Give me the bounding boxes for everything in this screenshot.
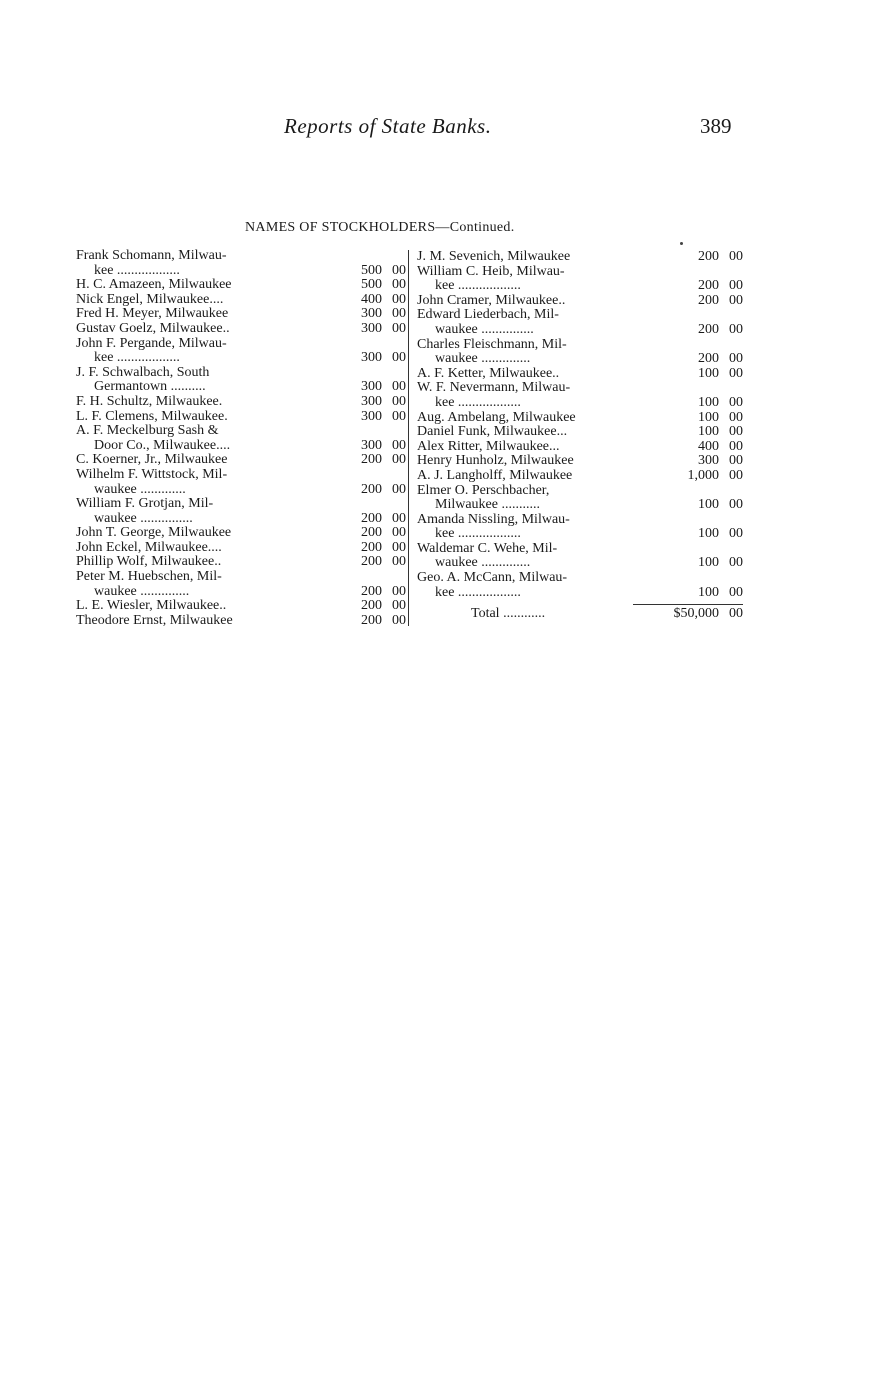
stockholder-row (76, 526, 406, 541)
share-amount (298, 264, 406, 279)
amount-dollars: 200 (361, 525, 382, 541)
stockholder-name: Waldemar C. Wehe, Mil- (417, 541, 558, 556)
stockholder-row (76, 410, 406, 425)
stockholder-name: W. F. Nevermann, Milwau- (417, 381, 571, 396)
stockholder-row (417, 323, 743, 338)
stockholder-name: Frank Schomann, Milwau- (76, 249, 227, 263)
amount-cents: 00 (729, 453, 743, 469)
share-amount (298, 541, 406, 556)
amount-cents: 00 (392, 393, 406, 409)
amount-cents: 00 (392, 306, 406, 322)
share-amount (637, 484, 743, 499)
stockholder-row (417, 294, 743, 309)
amount-dollars: 200 (361, 583, 382, 599)
share-amount (637, 513, 743, 528)
stockholder-row (417, 411, 743, 426)
amount-dollars: 500 (361, 277, 382, 293)
stockholders-left-column (76, 249, 406, 628)
stockholder-name: Peter M. Huebschen, Mil- (76, 570, 222, 585)
stockholder-name: Henry Hunholz, Milwaukee (417, 454, 574, 469)
total-rule (633, 604, 743, 605)
amount-dollars: 100 (698, 394, 719, 410)
share-amount (298, 249, 406, 264)
share-amount (298, 307, 406, 322)
amount-dollars: 200 (698, 321, 719, 337)
stockholder-row (417, 367, 743, 382)
amount-cents: 00 (729, 438, 743, 454)
stockholder-name: L. E. Wiesler, Milwaukee.. (76, 599, 227, 614)
stockholder-name: Door Co., Milwaukee.... (94, 438, 231, 453)
stockholder-row (76, 424, 406, 439)
stockholder-name: kee .................. (435, 585, 521, 600)
share-amount (637, 527, 743, 542)
stockholder-name: C. Koerner, Jr., Milwaukee (76, 453, 228, 468)
share-amount (298, 453, 406, 468)
share-amount (637, 556, 743, 571)
stockholder-row (76, 512, 406, 527)
amount-cents: 00 (729, 555, 743, 571)
share-amount (637, 323, 743, 338)
share-amount (637, 469, 743, 484)
stockholder-name: John F. Pergande, Milwau- (76, 336, 227, 351)
print-speck (680, 242, 683, 245)
stockholder-name: Germantown .......... (94, 380, 206, 395)
amount-dollars: 300 (361, 379, 382, 395)
total-label: Total ............ (471, 607, 546, 622)
stockholder-row (417, 250, 743, 265)
stockholder-row (417, 352, 743, 367)
stockholder-name: J. M. Sevenich, Milwaukee (417, 250, 571, 264)
stockholder-row (417, 425, 743, 440)
share-amount (637, 308, 743, 323)
share-amount (637, 265, 743, 280)
amount-dollars: 200 (698, 278, 719, 294)
stockholder-name: F. H. Schultz, Milwaukee. (76, 394, 223, 409)
stockholder-row (76, 585, 406, 600)
stockholder-row (76, 497, 406, 512)
share-amount (637, 498, 743, 513)
amount-dollars: 300 (361, 437, 382, 453)
stockholder-row (76, 293, 406, 308)
amount-dollars: 100 (698, 365, 719, 381)
stockholder-row (417, 265, 743, 280)
amount-cents: 00 (729, 321, 743, 337)
amount-dollars: 300 (698, 453, 719, 469)
stockholder-row (417, 381, 743, 396)
share-amount (298, 337, 406, 352)
amount-dollars: 200 (361, 554, 382, 570)
amount-cents: 00 (392, 539, 406, 555)
running-header-title: Reports of State Banks. (284, 114, 492, 138)
stockholder-name: Fred H. Meyer, Milwaukee (76, 307, 229, 322)
share-amount (637, 396, 743, 411)
amount-cents: 00 (729, 409, 743, 425)
stockholder-name: waukee .............. (435, 556, 531, 571)
stockholder-row (417, 498, 743, 513)
stockholder-row (76, 380, 406, 395)
amount-dollars: 100 (698, 584, 719, 600)
stockholder-row (417, 279, 743, 294)
amount-cents: 00 (392, 452, 406, 468)
amount-cents: 00 (729, 526, 743, 542)
stockholder-row (417, 484, 743, 499)
share-amount (298, 512, 406, 527)
stockholder-name: Elmer O. Perschbacher, (417, 483, 550, 498)
amount-cents: 00 (729, 365, 743, 381)
share-amount (637, 411, 743, 426)
stockholder-row (417, 454, 743, 469)
amount-dollars: 300 (361, 393, 382, 409)
share-amount (298, 497, 406, 512)
share-amount (298, 351, 406, 366)
section-title: NAMES OF STOCKHOLDERS—Continued. (245, 220, 515, 235)
amount-dollars: 300 (361, 408, 382, 424)
stockholder-name: waukee ............... (435, 322, 534, 337)
stockholder-row (76, 337, 406, 352)
stockholder-name: John Cramer, Milwaukee.. (417, 293, 566, 308)
amount-dollars: 100 (698, 409, 719, 425)
share-amount (298, 293, 406, 308)
amount-dollars: 200 (361, 510, 382, 526)
stockholder-row (76, 351, 406, 366)
stockholder-row (417, 440, 743, 455)
stockholder-row (417, 308, 743, 323)
stockholder-row (76, 322, 406, 337)
amount-cents: 00 (392, 554, 406, 570)
share-amount (637, 571, 743, 586)
stockholder-row (417, 556, 743, 571)
amount-dollars: 200 (361, 598, 382, 614)
amount-cents: 00 (392, 510, 406, 526)
stockholder-name: Theodore Ernst, Milwaukee (76, 613, 233, 628)
amount-cents: 00 (392, 481, 406, 497)
amount-dollars: 100 (698, 555, 719, 571)
amount-dollars: 300 (361, 320, 382, 336)
amount-cents: 00 (392, 291, 406, 307)
stockholder-row (76, 599, 406, 614)
stockholder-name: William C. Heib, Milwau- (417, 264, 565, 279)
stockholder-name: waukee ............... (94, 511, 193, 526)
amount-cents: 00 (729, 278, 743, 294)
stockholder-row (76, 468, 406, 483)
stockholder-row (417, 338, 743, 353)
stockholder-name: A. J. Langholff, Milwaukee (417, 468, 573, 483)
amount-cents: 00 (729, 351, 743, 367)
share-amount (637, 440, 743, 455)
amount-cents: 00 (729, 249, 743, 264)
stockholder-name: kee .................. (435, 527, 521, 542)
amount-dollars: 400 (698, 438, 719, 454)
amount-cents: 00 (392, 408, 406, 424)
stockholder-row (417, 469, 743, 484)
amount-cents: 00 (729, 292, 743, 308)
amount-cents: 00 (392, 350, 406, 366)
amount-cents: 00 (392, 379, 406, 395)
amount-dollars: 200 (361, 539, 382, 555)
share-amount (637, 367, 743, 382)
amount-dollars: 200 (361, 481, 382, 497)
amount-cents: 00 (392, 525, 406, 541)
stockholder-name: Amanda Nissling, Milwau- (417, 512, 570, 527)
amount-dollars: 500 (361, 262, 382, 278)
stockholder-row (417, 542, 743, 557)
share-amount (298, 439, 406, 454)
stockholder-name: Gustav Goelz, Milwaukee.. (76, 321, 230, 336)
amount-cents: 00 (392, 583, 406, 599)
amount-dollars: 400 (361, 291, 382, 307)
share-amount (637, 294, 743, 309)
share-amount (637, 352, 743, 367)
share-amount (298, 585, 406, 600)
stockholder-name: waukee .............. (94, 584, 190, 599)
amount-cents: 00 (392, 598, 406, 614)
stockholder-name: kee .................. (435, 395, 521, 410)
stockholder-name: Milwaukee ........... (435, 498, 540, 513)
share-amount (637, 542, 743, 557)
share-amount (298, 599, 406, 614)
amount-cents: 00 (392, 320, 406, 336)
column-divider (408, 250, 409, 626)
stockholder-row (76, 555, 406, 570)
amount-dollars: 200 (698, 292, 719, 308)
stockholder-name: kee .................. (435, 279, 521, 294)
stockholder-name: Nick Engel, Milwaukee.... (76, 292, 224, 307)
stockholder-row (417, 396, 743, 411)
stockholder-row (76, 483, 406, 498)
amount-cents: 00 (392, 277, 406, 293)
stockholder-name: waukee ............. (94, 482, 186, 497)
stockholder-name: John Eckel, Milwaukee.... (76, 540, 222, 555)
stockholders-right-column (417, 250, 743, 622)
share-amount (298, 555, 406, 570)
stockholder-name: Edward Liederbach, Mil- (417, 308, 559, 323)
amount-dollars: 300 (361, 306, 382, 322)
stockholder-row (76, 264, 406, 279)
stockholder-row (76, 439, 406, 454)
stockholder-row (76, 453, 406, 468)
total-row (417, 607, 743, 622)
share-amount (298, 570, 406, 585)
stockholder-name: John T. George, Milwaukee (76, 526, 232, 541)
amount-dollars: 100 (698, 526, 719, 542)
page-number: 389 (700, 114, 732, 138)
share-amount (298, 526, 406, 541)
stockholder-name: Alex Ritter, Milwaukee... (417, 439, 560, 454)
share-amount (298, 483, 406, 498)
share-amount (298, 380, 406, 395)
amount-cents: 00 (392, 612, 406, 628)
stockholder-row (417, 571, 743, 586)
share-amount (298, 468, 406, 483)
share-amount (637, 425, 743, 440)
share-amount (298, 278, 406, 293)
stockholder-name: A. F. Meckelburg Sash & (76, 424, 219, 439)
share-amount (298, 366, 406, 381)
amount-dollars: 200 (698, 351, 719, 367)
amount-dollars: 300 (361, 350, 382, 366)
stockholder-name: Geo. A. McCann, Milwau- (417, 571, 568, 586)
stockholder-row (76, 570, 406, 585)
amount-cents: 00 (392, 437, 406, 453)
stockholder-name: A. F. Ketter, Milwaukee.. (417, 366, 560, 381)
stockholder-row (76, 249, 406, 264)
amount-cents: 00 (729, 584, 743, 600)
stockholder-name: Daniel Funk, Milwaukee... (417, 425, 568, 440)
share-amount (637, 250, 743, 265)
stockholder-name: kee .................. (94, 263, 180, 278)
amount-dollars: 200 (698, 249, 719, 264)
stockholder-row (76, 307, 406, 322)
amount-cents: 00 (729, 497, 743, 513)
stockholder-row (76, 541, 406, 556)
share-amount (298, 424, 406, 439)
stockholder-row (76, 278, 406, 293)
amount-dollars: 100 (698, 424, 719, 440)
total-dollars: $50,000 (673, 606, 719, 622)
share-amount (298, 322, 406, 337)
share-amount (637, 586, 743, 601)
stockholder-name: William F. Grotjan, Mil- (76, 497, 214, 512)
stockholder-row (417, 586, 743, 601)
stockholder-row (417, 527, 743, 542)
stockholder-name: kee .................. (94, 351, 180, 366)
stockholder-name: Wilhelm F. Wittstock, Mil- (76, 467, 228, 482)
share-amount (637, 454, 743, 469)
share-amount (298, 410, 406, 425)
stockholder-row (417, 513, 743, 528)
total-cents: 00 (729, 606, 743, 622)
share-amount (637, 279, 743, 294)
amount-cents: 00 (392, 262, 406, 278)
amount-dollars: 100 (698, 497, 719, 513)
stockholder-name: H. C. Amazeen, Milwaukee (76, 278, 232, 293)
share-amount (298, 614, 406, 629)
stockholder-name: Phillip Wolf, Milwaukee.. (76, 555, 222, 570)
amount-cents: 00 (729, 394, 743, 410)
amount-cents: 00 (729, 424, 743, 440)
stockholder-name: Aug. Ambelang, Milwaukee (417, 410, 576, 425)
amount-dollars: 1,000 (687, 467, 719, 483)
stockholder-row (76, 614, 406, 629)
share-amount (298, 395, 406, 410)
total-amount (637, 607, 743, 622)
share-amount (637, 338, 743, 353)
amount-dollars: 200 (361, 612, 382, 628)
stockholder-name: Charles Fleischmann, Mil- (417, 337, 567, 352)
stockholder-name: L. F. Clemens, Milwaukee. (76, 409, 228, 424)
amount-cents: 00 (729, 467, 743, 483)
stockholder-name: J. F. Schwalbach, South (76, 365, 210, 380)
amount-dollars: 200 (361, 452, 382, 468)
stockholder-row (76, 395, 406, 410)
stockholder-row (76, 366, 406, 381)
stockholder-name: waukee .............. (435, 352, 531, 367)
share-amount (637, 381, 743, 396)
